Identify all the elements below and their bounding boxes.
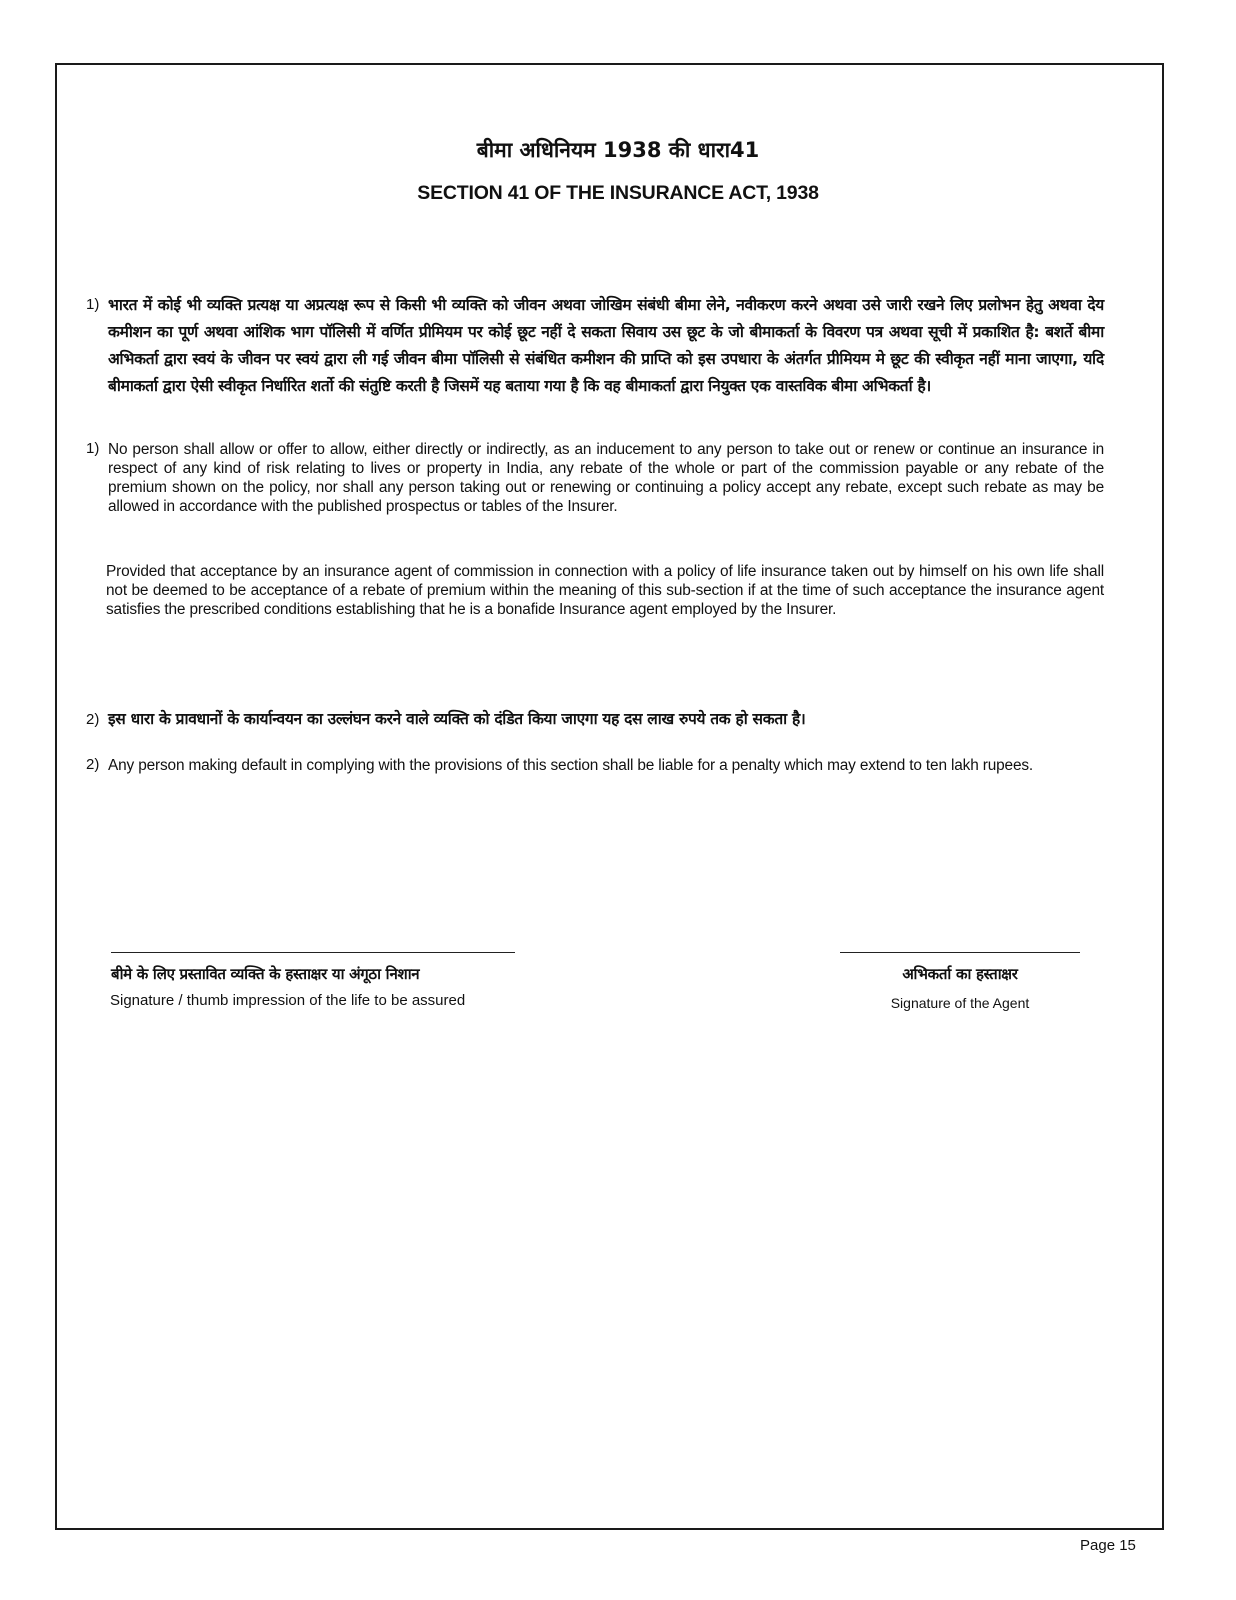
clause-2-hindi <box>86 706 1104 733</box>
agent-signature-label-english: Signature of the Agent <box>890 995 1030 1011</box>
assured-signature-label-english: Signature / thumb impression of the life to be assured <box>110 992 466 1009</box>
assured-signature-line[interactable] <box>111 952 515 953</box>
clause-1-english-text: No person shall allow or offer to allow, either directly or indirectly, as an inducement to any person to take out or renew or continue an insurance in respect of any kind of risk relating to lives or property in India, any rebate of the whole or part of the commission payable or any rebate of the premium shown on the policy, nor shall any person taking out or renewing or continuing a policy accept any rebate, except such rebate as may be allowed in accordance with the published prospectus or tables of the Insurer. <box>108 441 1104 515</box>
assured-signature-label-hindi: बीमे के लिए प्रस्तावित व्यक्ति के हस्ताक्षर या अंगूठा निशान <box>111 965 420 983</box>
clause-2-hindi-number: 2) <box>86 711 100 728</box>
clause-2-english <box>86 756 1104 775</box>
clause-1-hindi-number: 1) <box>86 296 100 313</box>
clause-1-proviso: Provided that acceptance by an insurance agent of commission in connection with a policy of life insurance taken out by himself on his own life shall not be deemed to be acceptance of a rebate of premium within the meaning of this sub-section if at the time of such acceptance the insurance agent satisfies the prescribed conditions establishing that he is a bonafide Insurance agent employed by the Insurer. <box>106 563 1104 618</box>
clause-1-hindi-text: भारत में कोई भी व्यक्ति प्रत्यक्ष या अप्रत्यक्ष रूप से किसी भी व्यक्ति को जीवन अथवा जोखिम संबंधी बीमा लेने, नवीकरण करने अथवा उसे जारी रखने लिए प्रलोभन हेतु अथवा देय कमीशन का पूर्ण अथवा आंशिक भाग पॉलिसी में वर्णित प्रीमियम पर कोई छूट नहीं दे सकता सिवाय उस छूट के जो बीमाकर्ता के विवरण पत्र अथवा सूची में प्रकाशित है: बशर्ते बीमा अभिकर्ता द्वारा स्वयं के जीवन पर स्वयं द्वारा ली गई जीवन बीमा पॉलिसी से संबंधित कमीशन की प्राप्ति को इस उपधारा के अंतर्गत प्रीमियम मे छूट की स्वीकृत नहीं माना जाएगा, यदि बीमाकर्ता द्वारा ऐसी स्वीकृत निर्धारित शर्तो की संतुष्टि करती है जिसमें यह बताया गया है कि वह बीमाकर्ता द्वारा नियुक्त एक वास्तविक बीमा अभिकर्ता है। <box>108 296 1104 395</box>
clause-1-english-number: 1) <box>86 440 100 457</box>
clause-2-english-number: 2) <box>86 756 100 773</box>
title-hindi: बीमा अधिनियम 1938 की धारा41 <box>476 138 760 162</box>
clause-2-english-text: Any person making default in complying with the provisions of this section shall be liable for a penalty which may extend to ten lakh rupees. <box>108 757 1034 774</box>
agent-signature-line[interactable] <box>840 952 1080 953</box>
title-english: SECTION 41 OF THE INSURANCE ACT, 1938 <box>417 182 819 204</box>
clause-2-hindi-text: इस धारा के प्रावधानों के कार्यान्वयन का उल्लंघन करने वाले व्यक्ति को दंडित किया जाएगा यह दस लाख रुपये तक हो सकता है। <box>108 710 806 728</box>
agent-signature-label-hindi: अभिकर्ता का हस्ताक्षर <box>902 965 1018 983</box>
page-border-frame <box>55 63 1164 1530</box>
clause-1-english <box>86 440 1104 516</box>
clause-1-hindi <box>86 292 1104 400</box>
page-number: Page 15 <box>1080 1537 1136 1554</box>
